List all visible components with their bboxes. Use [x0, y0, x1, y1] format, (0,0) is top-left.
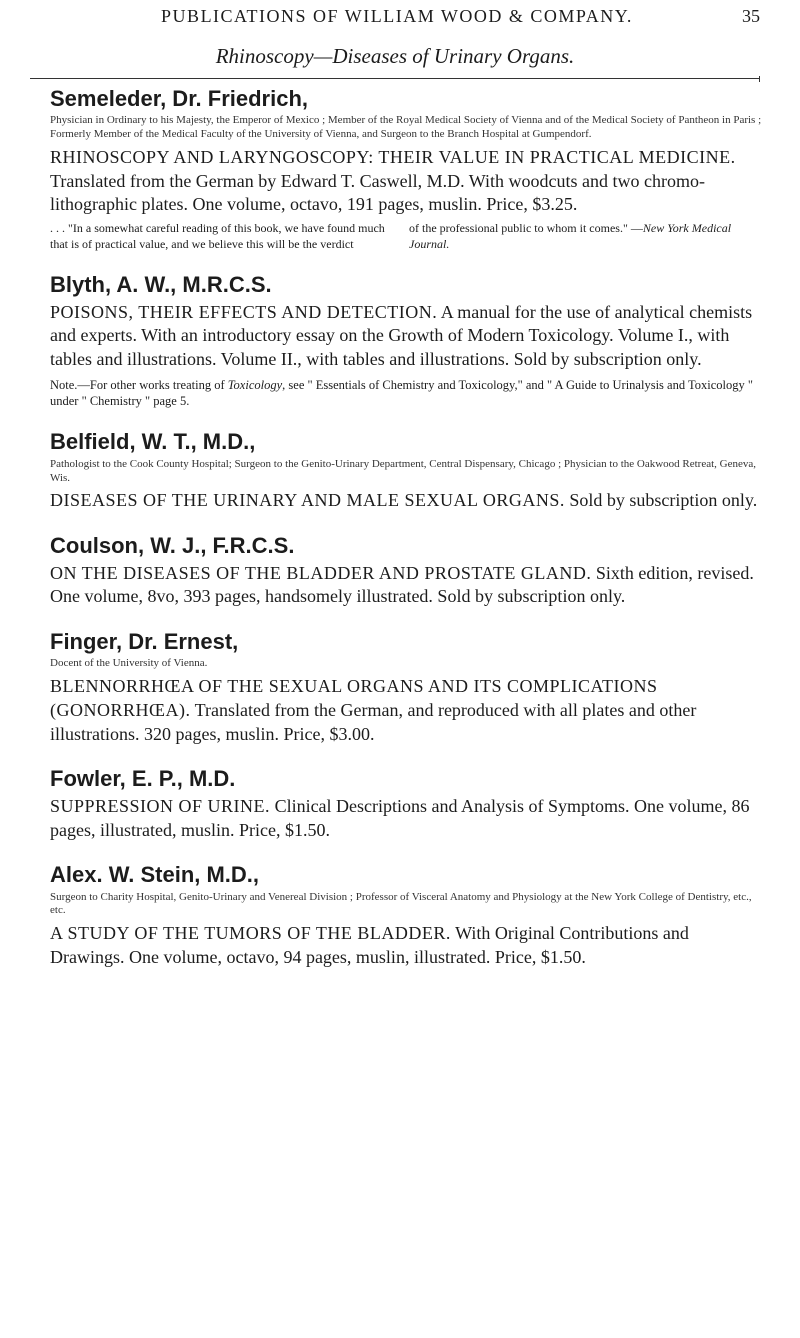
book-title: RHINOSCOPY AND LARYNGOSCOPY: THEIR VALUE IN PRACTICAL MEDICINE. [50, 146, 736, 167]
book-title: SUPPRESSION OF URINE. [50, 795, 271, 816]
catalog-entry [50, 533, 762, 609]
catalog-entry [50, 86, 762, 252]
page-header [34, 6, 760, 38]
book-title: ON THE DISEASES OF THE BLADDER AND PROSTATE GLAND. [50, 562, 592, 583]
note-suffix: , see " Essentials of Chemistry and Toxicology," and " A Guide to Urinalysis and Toxicology " under " Chemistry " page 5. [50, 377, 753, 409]
book-title: POISONS, THEIR EFFECTS AND DETECTION. [50, 301, 438, 322]
author-name: Coulson, W. J., F.R.C.S. [50, 533, 295, 559]
book-details: Sixth edition, revised. One volume, 8vo, 393 pages, handsomely illustrated. Sold by subscription only. [50, 562, 754, 607]
rule-end-mark [759, 76, 761, 82]
author-name: Semeleder, Dr. Friedrich, [50, 86, 309, 111]
note-italic: Toxicology [227, 377, 283, 392]
review-left-column: . . . "In a somewhat careful reading of this book, we have found much that is of practical value, and we believe this will be the verdict [50, 221, 385, 251]
review-source: New York Medical Journal. [409, 221, 732, 251]
book-details: Translated from the German, and reproduced with all plates and other illustrations. 320 pages, muslin. Price, $3.00. [50, 699, 697, 744]
book-details: Clinical Descriptions and Analysis of Symptoms. One volume, 86 pages, illustrated, muslin. Price, $1.50. [50, 795, 750, 840]
author-name: Finger, Dr. Ernest, [50, 629, 239, 654]
author-name: Alex. W. Stein, M.D., [50, 862, 260, 888]
author-credentials: Pathologist to the Cook County Hospital; Surgeon to the Genito-Urinary Department, Central Dispensary, Chicago ; Physician to the Oakwood Retreat, Geneva, Wis. [50, 457, 757, 484]
author-name: Fowler, E. P., M.D. [50, 766, 236, 792]
book-title: BLENNORRHŒA OF THE SEXUAL ORGANS AND ITS COMPLICATIONS (GONORRHŒA). [50, 676, 658, 720]
review-right-text: of the professional public to whom it comes." — [409, 221, 643, 236]
catalog-entry [50, 272, 762, 409]
page-number: 35 [742, 6, 760, 26]
catalog-entry [50, 429, 762, 513]
author-credentials: Surgeon to Charity Hospital, Genito-Urinary and Venereal Division ; Professor of Visceral Anatomy and Physiology at the New York College of Dentistry, etc., etc. [50, 890, 752, 917]
review-right-column [403, 221, 762, 252]
book-description [50, 146, 762, 217]
note [50, 377, 762, 410]
book-details: Translated from the German by Edward T. Caswell, M.D. With woodcuts and two chromo-lithographic plates. One volume, octavo, 191 pages, muslin. Price, $3.25. [50, 170, 705, 215]
review-quote [50, 221, 762, 252]
catalog-entry [50, 862, 762, 969]
book-details: With Original Contributions and Drawings. One volume, octavo, 94 pages, muslin, illustrated. Price, $1.50. [50, 923, 689, 967]
book-description [50, 489, 762, 513]
section-heading [30, 44, 760, 79]
catalog-entry [50, 766, 762, 842]
note-prefix: Note.—For other works treating of [50, 377, 228, 392]
book-description [50, 675, 762, 746]
author-name: Belfield, W. T., M.D., [50, 429, 256, 455]
catalog-entries [50, 86, 762, 980]
catalog-entry [50, 629, 762, 746]
running-title: PUBLICATIONS OF WILLIAM WOOD & COMPANY. [161, 6, 633, 26]
book-description [50, 795, 762, 843]
book-details: Sold by subscription only. [564, 490, 758, 511]
book-description [50, 562, 762, 610]
author-name: Blyth, A. W., M.R.C.S. [50, 272, 272, 298]
book-title: A STUDY OF THE TUMORS OF THE BLADDER. [50, 923, 451, 944]
book-description [50, 301, 762, 372]
book-title: DISEASES OF THE URINARY AND MALE SEXUAL ORGANS. [50, 490, 565, 511]
book-details: A manual for the use of analytical chemists and experts. With an introductory essay on the Growth of Modern Toxicology. Volume I., with tables and illustrations. Volume II., with tables and illustrations. Sold by subscription only. [50, 301, 753, 370]
author-credentials: Physician in Ordinary to his Majesty, the Emperor of Mexico ; Member of the Royal Medical Society of Vienna and of the Medical Society of Pantheon in Paris ; Formerly Member of the Medical Faculty of the University of Vienna, and Surgeon to the Branch Hospital at Gumpendorf. [50, 114, 762, 141]
book-description [50, 922, 762, 970]
section-heading-text: Rhinoscopy—Diseases of Urinary Organs. [215, 44, 575, 68]
author-credentials: Docent of the University of Vienna. [50, 657, 208, 670]
